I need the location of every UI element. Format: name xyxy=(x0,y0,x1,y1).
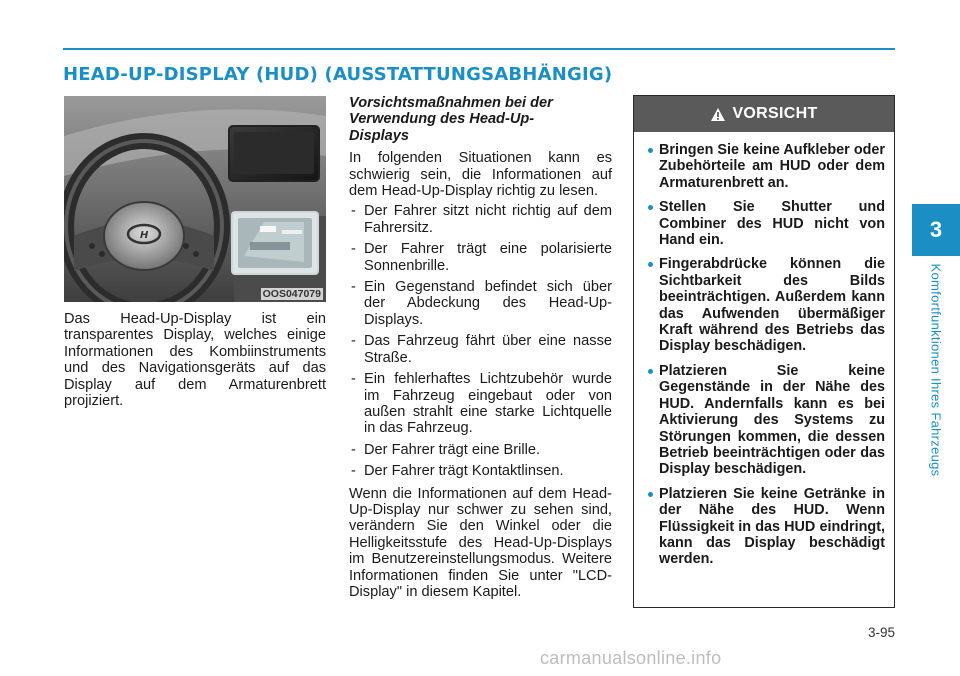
list-item: Fingerabdrücke können die Sichtbarkeit des Bilds beeinträchtigen. Außerdem kann das Aufwenden übermäßiger Kraft während des Betriebs das Display beschädigen. xyxy=(650,256,885,354)
intro-paragraph: Das Head-Up-Display ist ein transparentes Display, welches einige Informationen des Kombiinstruments und des Navigationsgeräts auf das Display auf dem Armaturenbrett projiziert. xyxy=(64,311,326,410)
list-item: - Ein fehlerhaftes Lichtzubehör wurde im Fahrzeug eingebaut oder von außen strahlt eine starke Lichtquelle in das Fahrzeug. xyxy=(349,371,612,437)
watermark: carmanualsonline.info xyxy=(540,648,722,668)
warning-triangle-icon xyxy=(710,107,726,122)
hud-dashboard-photo xyxy=(64,96,326,302)
precautions-intro: In folgenden Situationen kann es schwierig sein, die Informationen auf dem Head-Up-Display richtig zu lesen. xyxy=(349,150,612,200)
precautions-list xyxy=(349,203,612,479)
intro-column xyxy=(64,311,326,409)
caution-header xyxy=(634,96,894,132)
chapter-tab: 3 xyxy=(912,204,960,256)
list-item: Platzieren Sie keine Gegenstände in der Nähe des HUD. Andernfalls kann es bei Aktivierung des Systems zu Störungen kommen, die dessen Betrieb beeinträchtigen oder das Display beschädigen. xyxy=(650,363,885,478)
list-item: - Der Fahrer trägt Kontaktlinsen. xyxy=(349,463,612,479)
list-item: - Der Fahrer trägt eine polarisierte Sonnenbrille. xyxy=(349,241,612,274)
caution-title: VORSICHT xyxy=(732,105,818,122)
caution-list xyxy=(634,132,894,568)
precautions-outro: Wenn die Informationen auf dem Head-Up-Display nur schwer zu sehen sind, verändern Sie den Winkel oder die Helligkeitsstufe des Head-Up-Displays im Benutzereinstellungsmodus. Weitere Informationen finden Sie unter "LCD-Display" in diesem Kapitel. xyxy=(349,485,612,600)
precautions-heading: Vorsichtsmaßnahmen bei der Verwendung des Head-Up-Displays xyxy=(349,95,553,144)
page-number: 3-95 xyxy=(867,625,895,640)
list-item: - Das Fahrzeug fährt über eine nasse Straße. xyxy=(349,333,612,366)
page-title: HEAD-UP-DISPLAY (HUD) (AUSSTATTUNGSABHÄNGIG) xyxy=(63,64,613,85)
caution-box xyxy=(633,95,895,608)
list-item: - Der Fahrer trägt eine Brille. xyxy=(349,442,612,458)
list-item: - Ein Gegenstand befindet sich über der Abdeckung des Head-Up-Displays. xyxy=(349,279,612,328)
list-item: Stellen Sie Shutter und Combiner des HUD nicht von Hand ein. xyxy=(650,199,885,248)
list-item: Bringen Sie keine Aufkleber oder Zubehörteile am HUD oder dem Armaturenbrett an. xyxy=(650,142,885,191)
dashboard-illustration xyxy=(64,96,326,302)
list-item: - Der Fahrer sitzt nicht richtig auf dem Fahrersitz. xyxy=(349,203,612,236)
list-item: Platzieren Sie keine Getränke in der Nähe des HUD. Wenn Flüssigkeit in das HUD eindringt, kann das Display beschädigt werden. xyxy=(650,486,885,568)
header-rule xyxy=(63,48,895,50)
svg-text:H: H xyxy=(140,230,149,241)
chapter-side-label: Komfortfunktionen Ihres Fahrzeugs xyxy=(928,263,944,477)
precautions-column xyxy=(349,95,612,600)
figure-code: OOS047079 xyxy=(262,288,321,300)
